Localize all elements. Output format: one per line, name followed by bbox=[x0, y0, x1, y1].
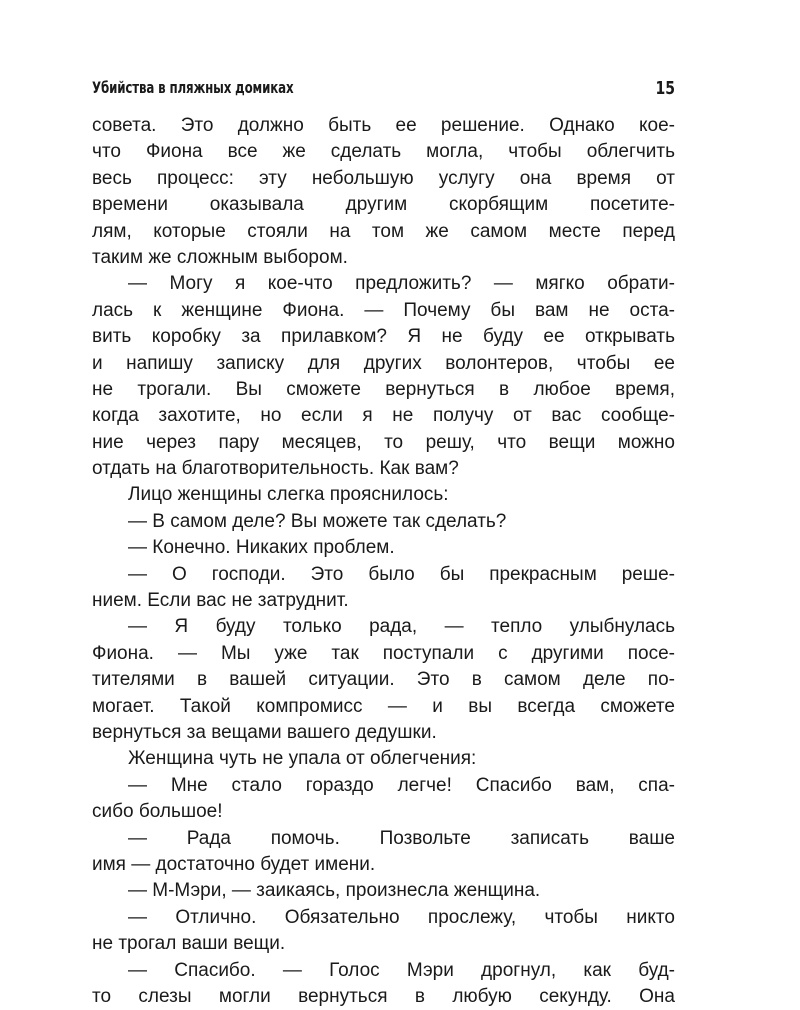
text-line: что Фиона все же сделать могла, чтобы облегчить bbox=[92, 141, 675, 163]
text-line: — Я буду только рада, — тепло улыбнулась bbox=[128, 616, 675, 638]
text-line: — Конечно. Никаких проблем. bbox=[128, 537, 395, 559]
text-line: имя — достаточно будет имени. bbox=[92, 853, 376, 875]
text-line: отдать на благотворительность. Как вам? bbox=[92, 458, 459, 480]
text-line: когда захотите, но если я не получу от вас сообще- bbox=[92, 405, 675, 427]
book-title: Убийства в пляжных домиках bbox=[92, 78, 294, 97]
text-line: — О господи. Это было бы прекрасным реше- bbox=[128, 563, 675, 585]
text-line: весь процесс: эту небольшую услугу она время от bbox=[92, 167, 675, 189]
text-line: Фиона. — Мы уже так поступали с другими посе- bbox=[92, 642, 675, 664]
text-line: лям, которые стояли на том же самом месте перед bbox=[92, 220, 675, 242]
text-line: — Рада помочь. Позвольте записать ваше bbox=[128, 827, 675, 849]
text-line: вернуться за вещами вашего дедушки. bbox=[92, 721, 437, 743]
text-line: и напишу записку для других волонтеров, чтобы ее bbox=[92, 352, 675, 374]
body-text bbox=[92, 113, 675, 1010]
text-line: не трогали. Вы сможете вернуться в любое время, bbox=[92, 378, 675, 400]
text-line: лась к женщине Фиона. — Почему бы вам не оста- bbox=[92, 299, 675, 321]
text-line: тителями в вашей ситуации. Это в самом деле по- bbox=[92, 669, 675, 691]
text-line: могает. Такой компромисс — и вы всегда сможете bbox=[92, 695, 675, 717]
text-line: не трогал ваши вещи. bbox=[92, 933, 286, 955]
text-line: — Спасибо. — Голос Мэри дрогнул, как буд- bbox=[128, 959, 675, 981]
text-line: то слезы могли вернуться в любую секунду. Она bbox=[92, 985, 675, 1007]
text-line: — Мне стало гораздо легче! Спасибо вам, спа- bbox=[128, 774, 675, 796]
running-head bbox=[92, 78, 675, 102]
page-number: 15 bbox=[655, 78, 675, 99]
text-line: нием. Если вас не затруднит. bbox=[92, 590, 349, 612]
text-line: таким же сложным выбором. bbox=[92, 246, 348, 268]
text-line: времени оказывала другим скорбящим посетите- bbox=[92, 194, 675, 216]
text-line: вить коробку за прилавком? Я не буду ее открывать bbox=[92, 326, 675, 348]
text-line: Лицо женщины слегка прояснилось: bbox=[128, 484, 449, 506]
text-line: Женщина чуть не упала от облегчения: bbox=[128, 748, 477, 770]
text-line: — М-Мэри, — заикаясь, произнесла женщина. bbox=[128, 880, 541, 902]
text-line: сибо большое! bbox=[92, 801, 223, 823]
text-line: совета. Это должно быть ее решение. Однако кое- bbox=[92, 115, 675, 136]
text-line: — В самом деле? Вы можете так сделать? bbox=[128, 510, 507, 532]
text-line: — Отлично. Обязательно прослежу, чтобы никто bbox=[128, 906, 675, 928]
text-line: ние через пару месяцев, то решу, что вещи можно bbox=[92, 431, 675, 453]
text-line: — Могу я кое-что предложить? — мягко обрати- bbox=[128, 273, 675, 295]
